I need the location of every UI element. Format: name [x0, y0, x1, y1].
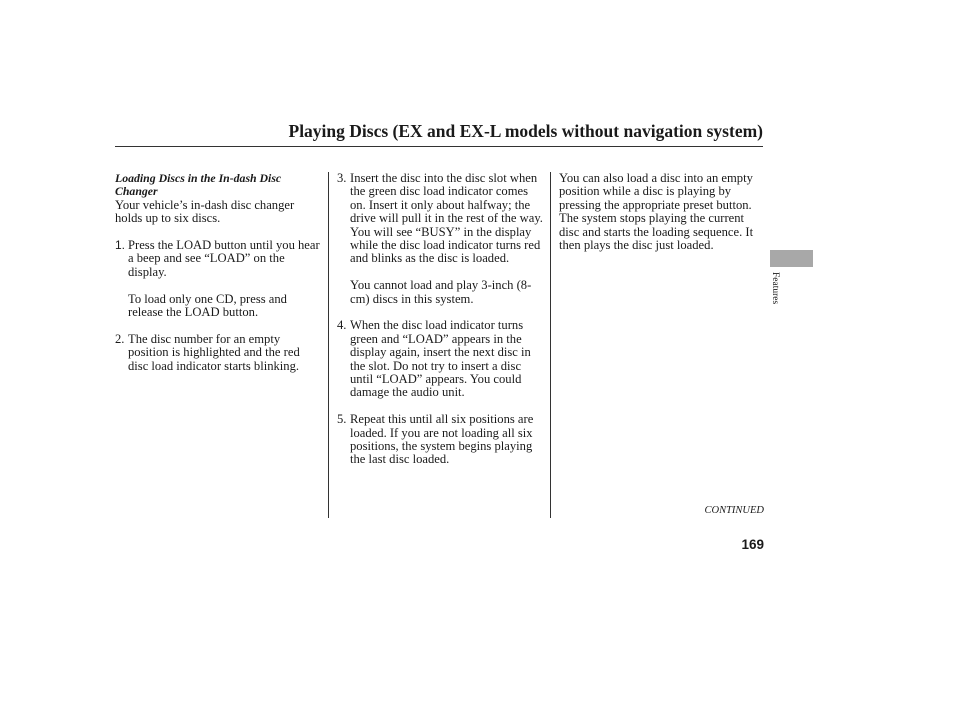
step-3-number: 3.	[337, 171, 347, 185]
section-tab-label: Features	[770, 272, 780, 305]
step-5	[337, 413, 545, 467]
title-divider	[115, 146, 763, 147]
intro-paragraph: Your vehicle’s in-dash disc changer holds up to six discs.	[115, 197, 295, 226]
step-2-number: 2.	[115, 331, 125, 346]
column-2	[337, 172, 545, 467]
step-5-number: 5.	[337, 412, 347, 427]
step-4	[337, 319, 545, 399]
step-2-text: The disc number for an empty position is highlighted and the red disc load indicator starts blinking.	[128, 331, 300, 373]
page-number: 169	[741, 537, 764, 552]
column-1	[115, 172, 323, 373]
continued-label: CONTINUED	[704, 505, 764, 516]
step-1-number: 1.	[115, 238, 126, 253]
page-title: Playing Discs (EX and EX-L models without navigation system)	[288, 121, 763, 141]
step-4-number: 4.	[337, 318, 347, 333]
preset-load-paragraph: You can also load a disc into an empty position while a disc is playing by pressing the appropriate preset button. The system stops playing the current disc and starts the loading sequence. It then plays the disc just loaded.	[559, 171, 754, 253]
step-3-text: Insert the disc into the disc slot when the green disc load indicator comes on. Insert it only about halfway; the drive will pull it in the rest of the way. You will see “BUSY” in the display while the disc load indicator turns red and blinks as the disc is loaded.	[350, 171, 543, 266]
step-5-text: Repeat this until all six positions are loaded. If you are not loading all six positions, the system begins playing the last disc loaded.	[350, 412, 534, 467]
step-3-note: You cannot load and play 3-inch (8-cm) discs in this system.	[350, 278, 532, 306]
section-subheading: Loading Discs in the In-dash Disc Changer	[115, 171, 282, 199]
section-tab-marker	[770, 250, 813, 267]
step-1	[115, 239, 323, 279]
column-3	[559, 172, 764, 252]
step-3	[337, 172, 545, 266]
step-1-note: To load only one CD, press and release the LOAD button.	[128, 291, 287, 320]
step-2	[115, 333, 323, 373]
column-divider-2	[550, 172, 551, 518]
step-4-text: When the disc load indicator turns green and “LOAD” appears in the display again, insert the next disc in the slot. Do not try to insert a disc until “LOAD” appears. You could damage the audio unit.	[350, 318, 531, 400]
column-divider-1	[328, 172, 329, 518]
step-1-text: Press the LOAD button until you hear a beep and see “LOAD” on the display.	[128, 238, 320, 279]
